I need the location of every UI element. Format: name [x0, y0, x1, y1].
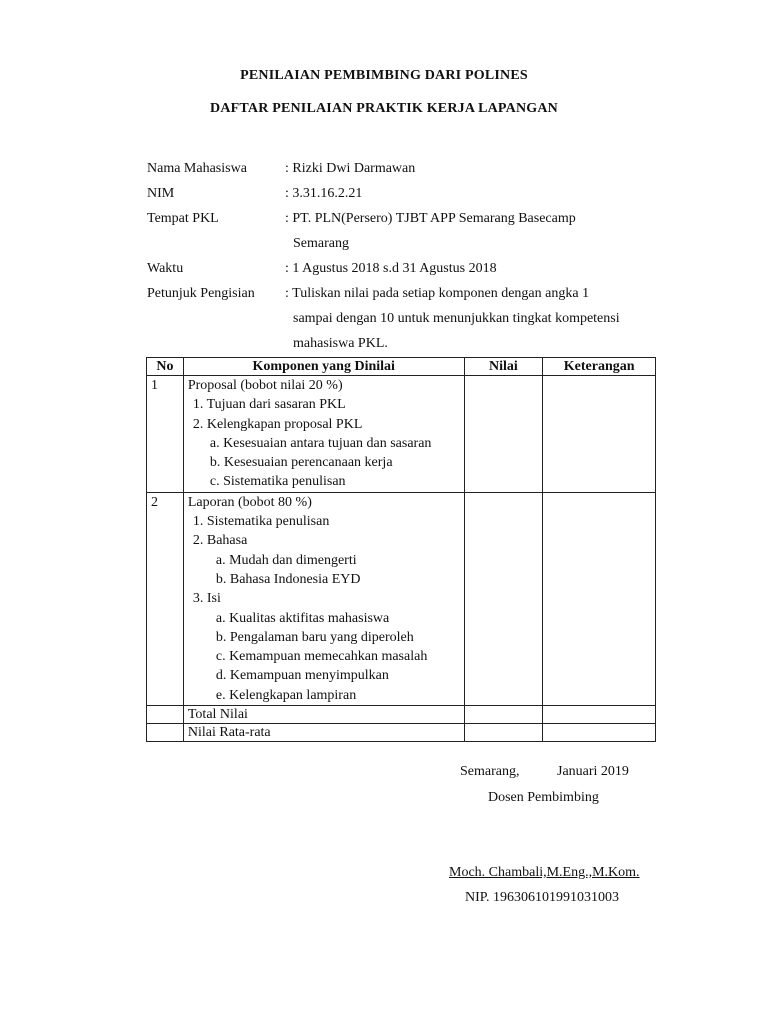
- total-row: [147, 706, 656, 724]
- assessment-table: [146, 357, 656, 742]
- component-line: 2. Bahasa: [192, 533, 248, 549]
- table-row: [147, 492, 656, 705]
- info-row-petunjuk: [147, 281, 667, 306]
- keterangan-cell[interactable]: [543, 492, 656, 705]
- table-row: [147, 376, 656, 493]
- petunjuk-value: : Tuliskan nilai pada setiap komponen dengan angka 1: [285, 286, 590, 301]
- row-number: [147, 724, 184, 742]
- component-line: a. Mudah dan dimengerti: [215, 552, 357, 568]
- petunjuk-label: Petunjuk Pengisian: [147, 286, 255, 301]
- info-row-tempat: [147, 206, 667, 231]
- nama-label: Nama Mahasiswa: [147, 161, 247, 176]
- header-nilai: Nilai: [464, 358, 543, 376]
- spacer: [147, 331, 285, 356]
- average-label: Nilai Rata-rata: [183, 724, 464, 742]
- nim-label: NIM: [147, 186, 175, 201]
- component-line: Laporan (bobot 80 %): [187, 494, 312, 510]
- student-info: [147, 156, 667, 356]
- component-cell: [183, 376, 464, 493]
- header-keterangan: Keterangan: [543, 358, 656, 376]
- nilai-cell[interactable]: [464, 492, 543, 705]
- spacer: [147, 231, 285, 256]
- tempat-value-cont: Semarang: [293, 236, 349, 251]
- component-line: e. Kelengkapan lampiran: [215, 687, 357, 703]
- average-keterangan-cell[interactable]: [543, 724, 656, 742]
- nilai-cell[interactable]: [464, 376, 543, 493]
- component-line: b. Pengalaman baru yang diperoleh: [215, 629, 414, 645]
- document-subtitle: DAFTAR PENILAIAN PRAKTIK KERJA LAPANGAN: [210, 101, 558, 116]
- signature-date: Januari 2019: [557, 764, 629, 779]
- component-line: 2. Kelengkapan proposal PKL: [192, 416, 363, 432]
- row-number-text: 2: [151, 494, 158, 510]
- component-cell: [183, 492, 464, 705]
- waktu-label: Waktu: [147, 261, 184, 276]
- total-label: Total Nilai: [183, 706, 464, 724]
- component-line: b. Bahasa Indonesia EYD: [215, 571, 361, 587]
- component-line: b. Kesesuaian perencanaan kerja: [209, 455, 393, 471]
- petunjuk-value-cont-2: mahasiswa PKL.: [293, 336, 388, 351]
- row-number: [147, 376, 184, 493]
- header-komponen: Komponen yang Dinilai: [183, 358, 464, 376]
- component-line: Proposal (bobot nilai 20 %): [187, 378, 343, 393]
- component-line: 1. Tujuan dari sasaran PKL: [192, 397, 346, 413]
- component-line: c. Sistematika penulisan: [209, 474, 346, 490]
- total-nilai-cell[interactable]: [464, 706, 543, 724]
- component-line: a. Kesesuaian antara tujuan dan sasaran: [209, 435, 432, 451]
- waktu-value: : 1 Agustus 2018 s.d 31 Agustus 2018: [285, 261, 497, 276]
- signature-city: Semarang,: [460, 764, 520, 779]
- tempat-value: : PT. PLN(Persero) TJBT APP Semarang Basecamp: [285, 211, 576, 226]
- info-row-waktu: [147, 256, 667, 281]
- component-line: 1. Sistematika penulisan: [192, 514, 330, 530]
- average-row: [147, 724, 656, 742]
- info-row-nim: [147, 181, 667, 206]
- signature-name: Moch. Chambali,M.Eng.,M.Kom.: [449, 865, 640, 880]
- average-nilai-cell[interactable]: [464, 724, 543, 742]
- component-line: a. Kualitas aktifitas mahasiswa: [215, 610, 390, 626]
- total-keterangan-cell[interactable]: [543, 706, 656, 724]
- component-line: d. Kemampuan menyimpulkan: [215, 668, 389, 684]
- nama-value: : Rizki Dwi Darmawan: [285, 161, 416, 176]
- keterangan-cell[interactable]: [543, 376, 656, 493]
- header-no: No: [147, 358, 184, 376]
- info-row-nama: [147, 156, 667, 181]
- info-row-petunjuk-cont-1: [147, 306, 667, 331]
- row-number: [147, 706, 184, 724]
- nim-value: : 3.31.16.2.21: [285, 186, 363, 201]
- info-row-tempat-cont: [147, 231, 667, 256]
- table-header-row: [147, 358, 656, 376]
- signature-role: Dosen Pembimbing: [488, 790, 599, 805]
- document-title: PENILAIAN PEMBIMBING DARI POLINES: [240, 68, 528, 83]
- component-line: c. Kemampuan memecahkan masalah: [215, 649, 428, 665]
- signature-nip: NIP. 196306101991031003: [465, 890, 620, 905]
- spacer: [147, 306, 285, 331]
- row-number: [147, 492, 184, 705]
- tempat-label: Tempat PKL: [147, 211, 219, 226]
- component-line: 3. Isi: [192, 591, 221, 607]
- row-number-text: 1: [151, 378, 158, 393]
- info-row-petunjuk-cont-2: [147, 331, 667, 356]
- petunjuk-value-cont-1: sampai dengan 10 untuk menunjukkan tingkat kompetensi: [293, 311, 620, 326]
